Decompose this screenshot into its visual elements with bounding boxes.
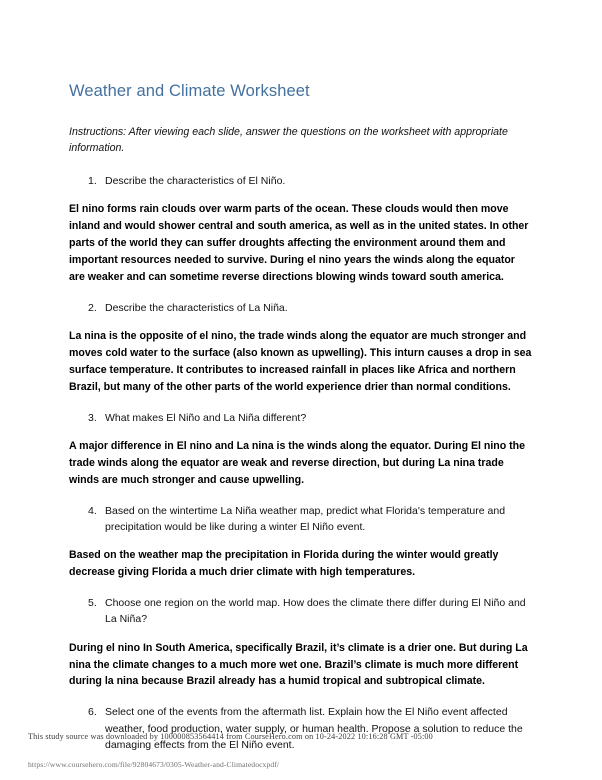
answer-text-5: During el nino In South America, specifically Brazil, it’s climate is a drier one. But during La nina the climate changes to a much more wet one. Brazil’s climate is much more different during la nina because Brazil already has a humid tropical and subtropical climate. [69,641,528,688]
question-item-4 [69,503,533,536]
question-text-3: What makes El Niño and La Niña different? [105,411,307,424]
question-text-5: Choose one region on the world map. How does the climate there differ during El Niño and La Niña? [105,597,526,626]
source-url: https://www.coursehero.com/file/92804673/0305-Weather-and-Climatedocxpdf/ [28,760,280,769]
question-number-4: 4. [88,504,97,517]
question-number-3: 3. [88,411,97,424]
question-item-3 [69,410,533,426]
question-text-1: Describe the characteristics of El Niño. [105,174,286,187]
question-item-1 [69,173,533,189]
question-item-5 [69,595,533,628]
download-watermark: This study source was downloaded by 100000853564414 from CourseHero.com on 10-24-2022 10:16:28 GMT -05:00 [28,732,433,741]
answer-text-2: La nina is the opposite of el nino, the trade winds along the equator are much stronger and moves cold water to the surface (also known as upwelling). This inturn causes a drop in sea surface temperature. It contributes to increased rainfall in places like Africa and northern Brazil, but many of the other parts of the world experience drier than normal conditions. [69,329,532,393]
answer-text-1: El nino forms rain clouds over warm parts of the ocean. These clouds would then move inland and would shower central and south america, as well as in the united states. In other parts of the world they can suffer droughts affecting the environment around them and important resources needed to survive. During el nino years the winds along the equator are weaker and can sometime reverse directions blowing winds toward south america. [69,202,529,283]
answer-text-4: Based on the weather map the precipitation in Florida during the winter would greatly decrease giving Florida a much drier climate with high temperatures. [69,549,499,579]
question-text-6: Select one of the events from the aftermath list. Explain how the El Niño event affected weather, food production, water supply, or human health. Propose a solution to reduce the damaging effects from the El Niño event. [105,706,523,751]
answer-text-3: A major difference in El nino and La nina is the winds along the equator. During El nino the trade winds along the equator are weak and reverse direction, but during La nina trade winds are much stronger and cause upwelling. [69,439,526,486]
question-text-4: Based on the wintertime La Niña weather map, predict what Florida's temperature and precipitation would be like during a winter El Niño event. [105,504,506,533]
question-list [69,173,533,754]
question-text-2: Describe the characteristics of La Niña. [105,301,288,314]
question-number-2: 2. [88,301,97,314]
question-number-5: 5. [88,597,97,610]
question-item-6 [69,704,533,753]
document-body [69,82,533,765]
question-number-6: 6. [88,706,97,719]
page-title: Weather and Climate Worksheet [69,82,310,100]
instructions-text: Instructions: After viewing each slide, answer the questions on the worksheet with appropriate information. [69,125,508,155]
question-number-1: 1. [88,174,97,187]
question-item-2 [69,300,533,316]
